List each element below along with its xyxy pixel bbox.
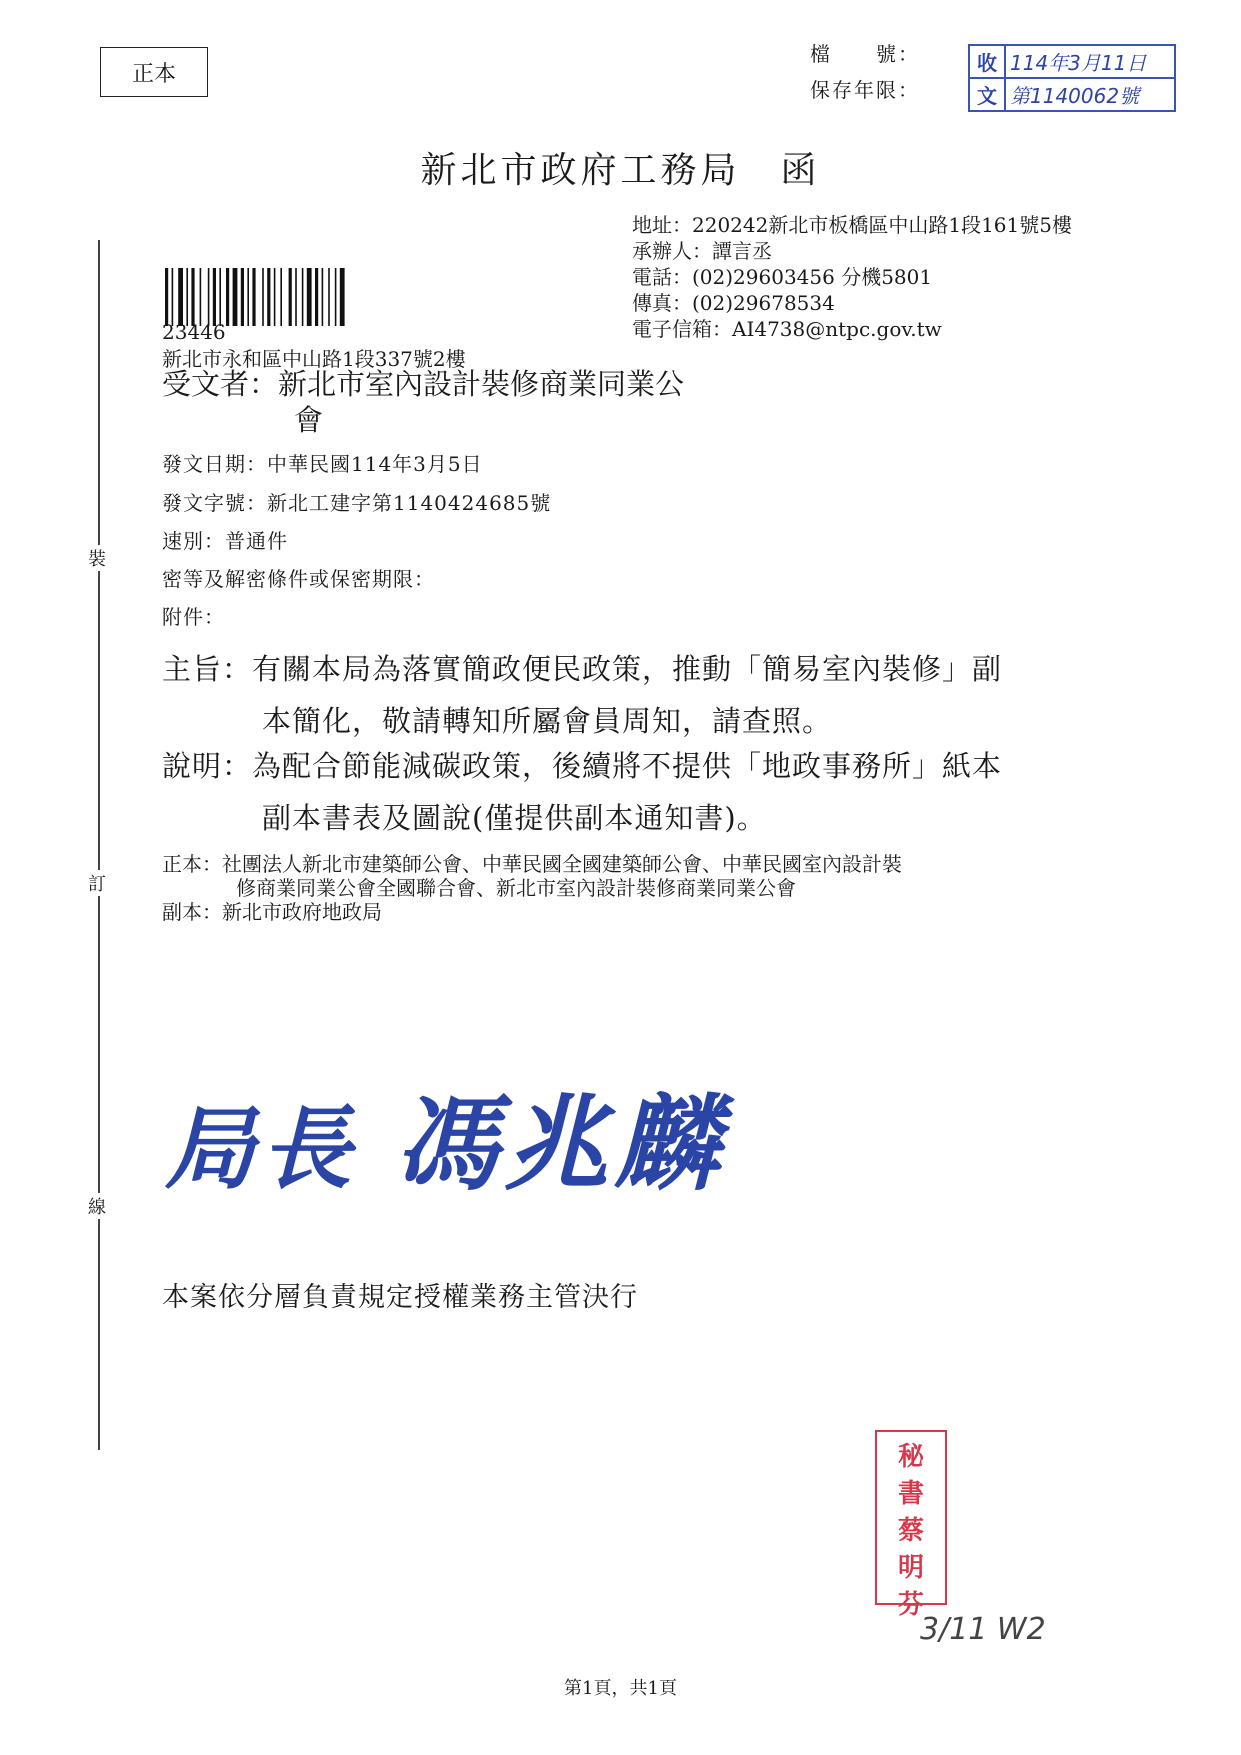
- binding-char-zhuang: 裝: [88, 545, 106, 571]
- signature-name: 馮兆麟: [394, 1082, 725, 1205]
- binding-char-xian: 線: [88, 1193, 106, 1219]
- issue-date: 發文日期：中華民國114年3月5日: [162, 452, 483, 476]
- contact-email: 電子信箱：AI4738@ntpc.gov.tw: [632, 317, 942, 341]
- signature-title: 局長: [165, 1096, 357, 1202]
- document-number: 發文字號：新北工建字第1140424685號: [162, 491, 552, 515]
- file-number-label: 檔 號：: [810, 42, 920, 66]
- seal-char-3: 蔡: [897, 1516, 924, 1546]
- authorization-note: 本案依分層負責規定授權業務主管決行: [162, 1282, 638, 1313]
- copy-type-box: [100, 47, 208, 97]
- explanation-line-1: 說明：為配合節能減碳政策，後續將不提供「地政事務所」紙本: [162, 749, 1003, 783]
- explanation-line-2: 副本書表及圖說(僅提供副本通知書)。: [262, 801, 767, 835]
- document-title: 新北市政府工務局 函: [420, 150, 821, 191]
- recipient-line-1: 受文者：新北市室內設計裝修商業同業公: [162, 367, 685, 401]
- postal-code: 23446: [162, 320, 226, 344]
- cc-original-line-1: 正本：社團法人新北市建築師公會、中華民國全國建築師公會、中華民國室內設計裝: [162, 852, 902, 876]
- recipient-block: [162, 366, 684, 438]
- explanation-paragraph: [162, 740, 1102, 844]
- seal-char-2: 書: [897, 1479, 924, 1509]
- contact-fax: 傳真：(02)29678534: [632, 291, 835, 315]
- subject-paragraph: [162, 643, 1102, 747]
- copy-type-label: 正本: [131, 61, 176, 87]
- recipient-line-2: 會: [294, 403, 324, 437]
- security-level: 密等及解密條件或保密期限：: [162, 567, 435, 591]
- page-footer: 第1頁，共1頁: [564, 1678, 677, 1699]
- receipt-stamp-char-2: 文: [977, 84, 997, 108]
- binding-line: [98, 240, 100, 1450]
- subject-line-2: 本簡化，敬請轉知所屬會員周知，請查照。: [262, 704, 833, 738]
- contact-block: [632, 212, 1072, 342]
- contact-phone: 電話：(02)29603456 分機5801: [632, 265, 933, 289]
- receipt-date: 114年3月11日: [1006, 46, 1174, 79]
- seal-char-5: 芬: [897, 1590, 924, 1620]
- handwritten-note: 3/11 W2: [920, 1612, 1046, 1647]
- attachment: 附件：: [162, 605, 225, 629]
- delivery-speed: 速別：普通件: [162, 529, 288, 553]
- retention-label: 保存年限：: [810, 78, 920, 102]
- cc-copy: 副本：新北市政府地政局: [162, 900, 382, 924]
- receipt-stamp: [968, 44, 1176, 112]
- cc-original-line-2: 修商業同業公會全國聯合會、新北市室內設計裝修商業同業公會: [236, 876, 796, 900]
- director-signature-stamp: [165, 1060, 724, 1210]
- subject-line-1: 主旨：有關本局為落實簡政便民政策，推動「簡易室內裝修」副: [162, 652, 1003, 686]
- secretary-seal: [875, 1430, 947, 1620]
- receipt-stamp-char-1: 收: [970, 46, 1004, 79]
- seal-char-4: 明: [897, 1553, 924, 1583]
- recipient-address: 新北市永和區中山路1段337號2樓: [162, 347, 466, 371]
- cc-original: [162, 852, 1092, 900]
- barcode: [165, 268, 395, 326]
- seal-char-1: 秘: [897, 1442, 924, 1472]
- receipt-number: 第1140062號: [1010, 84, 1140, 108]
- contact-address: 地址：220242新北市板橋區中山路1段161號5樓: [632, 213, 1072, 237]
- binding-char-ding: 訂: [88, 870, 106, 896]
- contact-handler: 承辦人：譚言丞: [632, 239, 772, 263]
